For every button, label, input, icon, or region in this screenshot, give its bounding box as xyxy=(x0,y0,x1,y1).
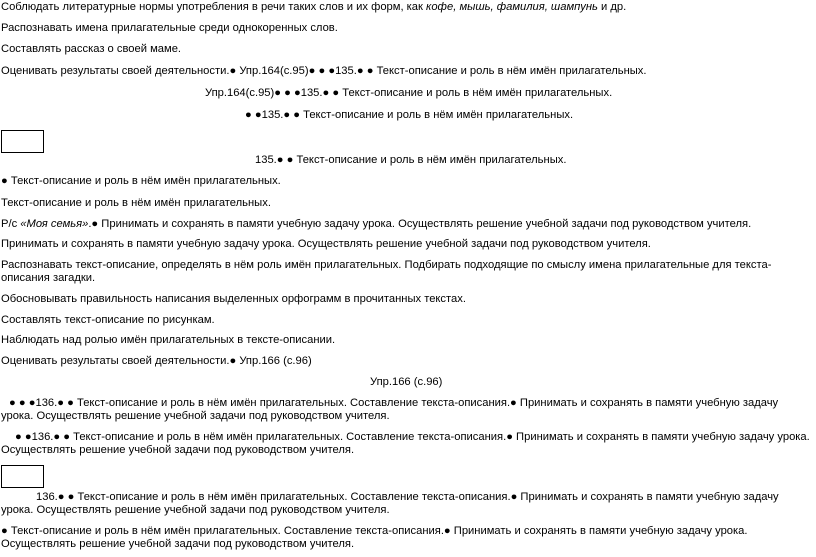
line-10-prefix: Р/с xyxy=(1,218,21,230)
text-line-18: ● ● ●136.● ● Текст-описание и роль в нём имён прилагательных. Составление текста-описания.● Принимать и сохранять в памяти учебную задачу урока. Осуществлять решение учебной задачи под руководством учителя. xyxy=(1,397,779,422)
text-line-16: Оценивать результаты своей деятельности.● Упр.166 (с.96) xyxy=(1,355,312,367)
text-line-14: Составлять текст-описание по рисункам. xyxy=(1,314,215,326)
text-line-3: Составлять рассказ о своей маме. xyxy=(1,43,182,55)
line-1-tail: и др. xyxy=(597,1,627,13)
line-10-text: .● Принимать и сохранять в памяти учебную задачу урока. Осуществлять решение учебной задачи под руководством учителя. xyxy=(88,218,752,230)
line-1-text: Соблюдать литературные нормы употребления в речи таких слов и их форм, как xyxy=(1,1,427,13)
line-10-italic-title: «Моя семья» xyxy=(20,218,89,230)
text-line-20: 136.● ● Текст-описание и роль в нём имён прилагательных. Составление текста-описания.● Принимать и сохранять в памяти учебную задачу урока. Осуществлять решение учебной задачи под руководством учителя. xyxy=(1,491,779,516)
empty-box-1 xyxy=(1,130,44,153)
text-line-10 xyxy=(1,218,751,231)
text-line-9: Текст-описание и роль в нём имён прилагательных. xyxy=(1,197,271,209)
line-1-italic-words: кофе, мышь, фамилия, шампунь xyxy=(426,1,598,13)
text-line-2: Распознавать имена прилагательные среди однокоренных слов. xyxy=(1,22,338,34)
text-line-13: Обосновывать правильность написания выделенных орфограмм в прочитанных текстах. xyxy=(1,293,466,305)
text-line-19: ● ●136.● ● Текст-описание и роль в нём имён прилагательных. Составление текста-описания.● Принимать и сохранять в памяти учебную задачу урока. Осуществлять решение учебной задачи под руководством учителя. xyxy=(1,431,810,456)
text-line-1 xyxy=(1,1,626,14)
text-line-4: Оценивать результаты своей деятельности.● Упр.164(с.95)● ● ●135.● ● Текст-описание и роль в нём имён прилагательных. xyxy=(1,65,647,77)
text-line-8: ● Текст-описание и роль в нём имён прилагательных. xyxy=(1,175,281,187)
text-line-6: ● ●135.● ● Текст-описание и роль в нём имён прилагательных. xyxy=(245,109,574,121)
text-line-12: Распознавать текст-описание, определять в нём роль имён прилагательных. Подбирать подходящие по смыслу имена прилагательные для текста-описания загадки. xyxy=(1,259,772,284)
text-line-15: Наблюдать над ролью имён прилагательных в тексте-описании. xyxy=(1,334,336,346)
text-line-7: 135.● ● Текст-описание и роль в нём имён прилагательных. xyxy=(255,154,567,166)
text-line-11: Принимать и сохранять в памяти учебную задачу урока. Осуществлять решение учебной задачи под руководством учителя. xyxy=(1,238,651,250)
empty-box-2 xyxy=(1,465,44,488)
text-line-21: ● Текст-описание и роль в нём имён прилагательных. Составление текста-описания.● Принимать и сохранять в памяти учебную задачу урока. Осуществлять решение учебной задачи под руководством учителя. xyxy=(1,525,748,550)
text-line-17: Упр.166 (с.96) xyxy=(370,376,443,388)
text-line-5: Упр.164(с.95)● ● ●135.● ● Текст-описание и роль в нём имён прилагательных. xyxy=(205,87,613,99)
